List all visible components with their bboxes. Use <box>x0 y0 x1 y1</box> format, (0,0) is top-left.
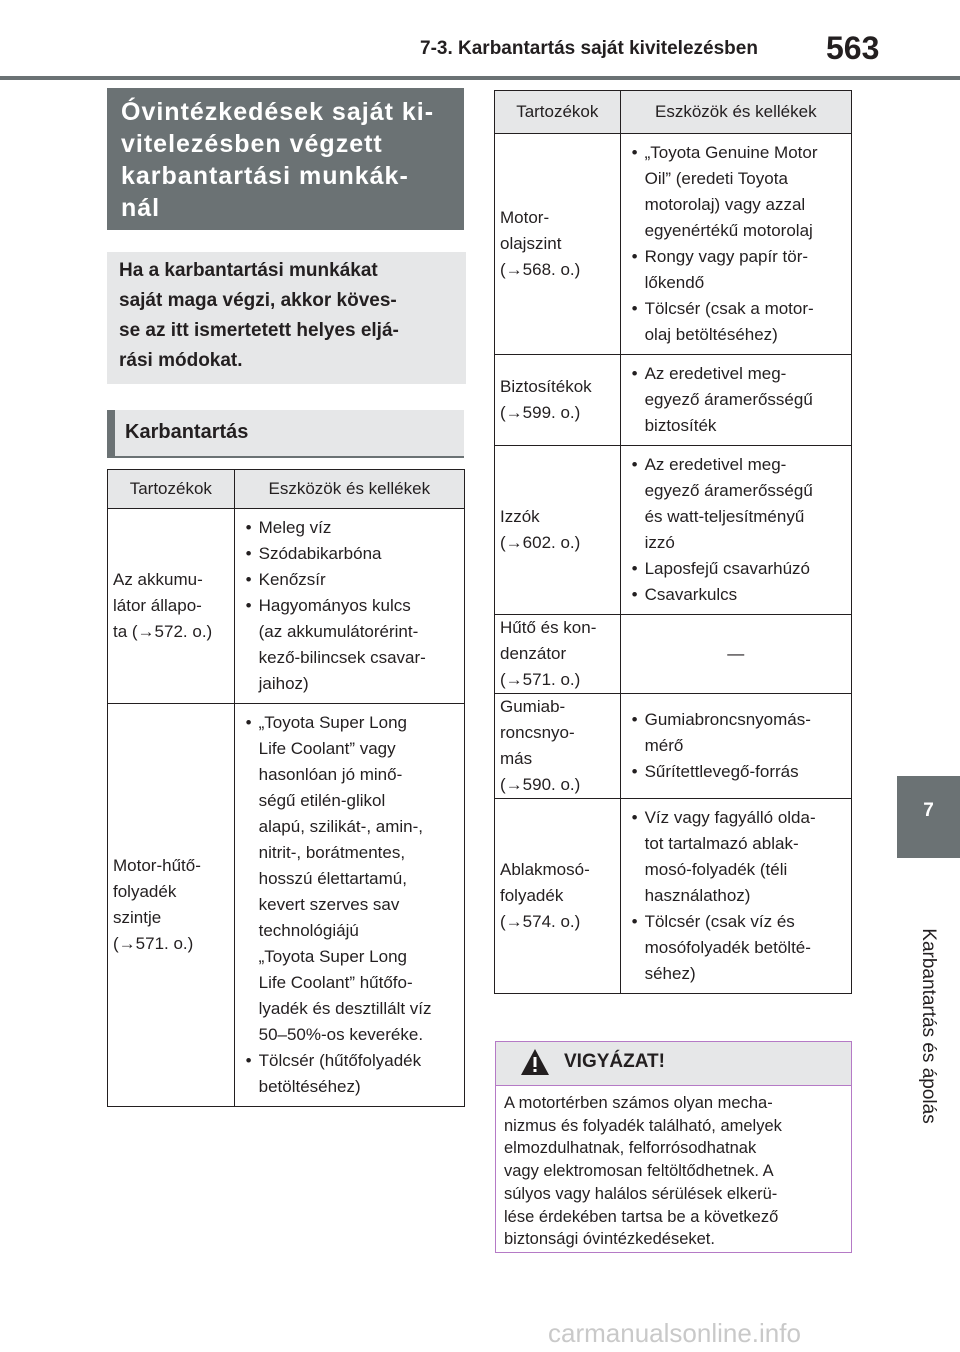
bullet-dot-icon: • <box>245 570 252 589</box>
bullet-item <box>239 515 458 541</box>
table-row <box>495 355 852 446</box>
item-line: (→574. o.) <box>500 912 581 931</box>
bullet-line: Sűrítettlevegő-forrás <box>644 762 799 781</box>
bullet-dot-icon: • <box>631 364 638 383</box>
tools-cell <box>620 446 851 615</box>
column-header-items: Tartozékok <box>495 91 621 134</box>
bullet-line: Rongy vagy papír tör- <box>644 247 809 266</box>
item-line: (→571. o.) <box>500 670 581 689</box>
table-row <box>108 704 465 1107</box>
item-line: olajszint <box>500 234 562 253</box>
item-line: (→571. o.) <box>113 934 194 953</box>
bullet-dot-icon: • <box>631 299 638 318</box>
watermark: carmanualsonline.info <box>548 1318 801 1348</box>
warning-line: súlyos vagy halálos sérülések elkerü- <box>504 1184 778 1203</box>
bullet-line: Life Coolant” vagy <box>258 739 396 758</box>
section-title: 7-3. Karbantartás saját kivitelezésben <box>420 38 758 59</box>
bullet-line: mosófolyadék betölté- <box>644 938 811 957</box>
bullet-dot-icon: • <box>631 912 638 931</box>
item-cell <box>495 134 621 355</box>
bullet-line: Laposfejű csavarhúzó <box>644 559 810 578</box>
item-line: szintje <box>113 908 162 927</box>
bullet-item <box>625 556 845 582</box>
warning-title: VIGYÁZAT! <box>564 1051 665 1072</box>
bullet-item <box>625 361 845 439</box>
warning-line: biztonsági óvintézkedéseket. <box>504 1230 715 1249</box>
bullet-dot-icon: • <box>631 559 638 578</box>
warning-line: elmozdulhatnak, felforrósodhatnak <box>504 1139 757 1158</box>
item-cell <box>108 509 235 704</box>
bullet-item <box>625 707 845 759</box>
warning-line: nizmus és folyadék található, amelyek <box>504 1116 782 1135</box>
table-row <box>108 509 465 704</box>
bullet-item <box>625 759 845 785</box>
bullet-line: Csavarkulcs <box>644 585 738 604</box>
item-line: (→568. o.) <box>500 260 581 279</box>
item-line: folyadék <box>500 886 564 905</box>
item-line: denzátor <box>500 644 567 663</box>
item-cell <box>495 446 621 615</box>
bullet-line: mérő <box>644 736 684 755</box>
bullet-line: használathoz) <box>644 886 751 905</box>
chapter-number: 7 <box>923 800 934 821</box>
bullet-line: Hagyományos kulcs <box>258 596 411 615</box>
topic-title <box>107 88 464 230</box>
item-line: Ablakmosó- <box>500 860 590 879</box>
bullet-line: ségű etilén-glikol <box>258 791 386 810</box>
bullet-line: Az eredetivel meg- <box>644 364 787 383</box>
bullet-line: 50–50%-os keveréke. <box>258 1025 424 1044</box>
item-cell <box>495 694 621 799</box>
bullet-line: egyező áramerősségű <box>644 481 813 500</box>
item-line: Motor-hűtő- <box>113 856 201 875</box>
bullet-line: technológiájú <box>258 921 359 940</box>
item-cell <box>495 799 621 994</box>
warning-triangle-icon <box>520 1048 550 1076</box>
item-line: (→602. o.) <box>500 533 581 552</box>
bullet-line: Kenőzsír <box>258 570 326 589</box>
section-heading: Karbantartás <box>107 410 464 456</box>
topic-title-line: vitelezésben végzett <box>121 130 383 158</box>
bullet-line: nitrit-, borátmentes, <box>258 843 406 862</box>
table-header-row <box>495 91 852 134</box>
bullet-line: Gumiabroncsnyomás- <box>644 710 811 729</box>
topic-title-line: karbantartási munkák- <box>121 162 409 190</box>
intro-line: Ha a karbantartási munkákat <box>119 260 378 281</box>
table-row <box>495 799 852 994</box>
tools-cell <box>620 355 851 446</box>
intro-line: se az itt ismertetett helyes eljá- <box>119 320 399 341</box>
bullet-line: Tölcsér (hűtőfolyadék <box>258 1051 422 1070</box>
bullet-line: Meleg víz <box>258 518 332 537</box>
bullet-line: séhez) <box>644 964 696 983</box>
bullet-item <box>239 541 458 567</box>
bullet-line: egyenértékű motorolaj <box>644 221 813 240</box>
bullet-item <box>625 296 845 348</box>
bullet-dot-icon: • <box>245 518 252 537</box>
bullet-line: Oil” (eredeti Toyota <box>644 169 788 188</box>
bullet-dot-icon: • <box>631 143 638 162</box>
bullet-dot-icon: • <box>631 762 638 781</box>
bullet-line: „Toyota Super Long <box>258 947 407 966</box>
warning-line: vagy elektromosan feltöltődhetnek. A <box>504 1162 774 1181</box>
bullet-line: Víz vagy fagyálló olda- <box>644 808 816 827</box>
column-header-items: Tartozékok <box>108 470 235 509</box>
bullet-item <box>625 452 845 556</box>
bullet-line: hosszú élettartamú, <box>258 869 407 888</box>
tools-cell <box>620 799 851 994</box>
bullet-line: hasonlóan jó minő- <box>258 765 403 784</box>
bullet-item <box>625 244 845 296</box>
bullet-dot-icon: • <box>631 710 638 729</box>
topic-title-line: Óvintézkedések saját ki- <box>121 98 435 126</box>
bullet-line: izzó <box>644 533 675 552</box>
bullet-line: alapú, szilikát-, amin-, <box>258 817 423 836</box>
bullet-dot-icon: • <box>245 1051 252 1070</box>
bullet-item <box>625 140 845 244</box>
bullet-line: betöltéséhez) <box>258 1077 361 1096</box>
bullet-item <box>625 909 845 987</box>
tools-cell <box>234 509 464 704</box>
item-line: látor állapo- <box>113 596 202 615</box>
bullet-line: Szódabikarbóna <box>258 544 382 563</box>
item-cell <box>495 355 621 446</box>
bullet-dot-icon: • <box>631 247 638 266</box>
bullet-item <box>625 582 845 608</box>
bullet-dot-icon: • <box>245 713 252 732</box>
section-rule <box>107 456 464 458</box>
bullet-item <box>239 710 458 1048</box>
bullet-line: „Toyota Genuine Motor <box>644 143 818 162</box>
table-row <box>495 694 852 799</box>
bullet-item <box>239 567 458 593</box>
bullet-line: kevert szerves sav <box>258 895 400 914</box>
warning-header <box>496 1042 851 1086</box>
item-line: Motor- <box>500 208 550 227</box>
bullet-line: „Toyota Super Long <box>258 713 407 732</box>
column-header-tools: Eszközök és kellékek <box>234 470 464 509</box>
bullet-line: biztosíték <box>644 416 717 435</box>
warning-box <box>495 1041 852 1253</box>
bullet-line: és watt-teljesítményű <box>644 507 805 526</box>
bullet-dot-icon: • <box>245 596 252 615</box>
topic-title-line: nál <box>121 194 161 222</box>
item-line: Az akkumu- <box>113 570 203 589</box>
intro-line: saját maga végzi, akkor köves- <box>119 290 397 311</box>
maintenance-table-left <box>107 469 465 1107</box>
item-line: más <box>500 749 533 768</box>
bullet-line: mosó-folyadék (téli <box>644 860 788 879</box>
page-number: 563 <box>826 30 880 66</box>
tools-cell <box>234 704 464 1107</box>
item-line: ta (→572. o.) <box>113 622 213 641</box>
table-row <box>495 446 852 615</box>
bullet-line: Life Coolant” hűtőfo- <box>258 973 413 992</box>
header-rule <box>0 76 960 80</box>
bullet-line: lőkendő <box>644 273 705 292</box>
tools-cell <box>620 134 851 355</box>
bullet-line: Tölcsér (csak víz és <box>644 912 795 931</box>
item-line: Biztosítékok <box>500 377 592 396</box>
intro-line: rási módokat. <box>119 350 243 371</box>
warning-line: A motortérben számos olyan mecha- <box>504 1094 773 1112</box>
bullet-line: (az akkumulátorérint- <box>258 622 419 641</box>
item-line: Izzók <box>500 507 540 526</box>
bullet-line: tot tartalmazó ablak- <box>644 834 799 853</box>
item-line: Gumiab- <box>500 697 566 716</box>
warning-text <box>496 1086 851 1257</box>
tools-cell <box>620 694 851 799</box>
item-cell <box>108 704 235 1107</box>
bullet-dot-icon: • <box>631 455 638 474</box>
table-header-row <box>108 470 465 509</box>
maintenance-table-right <box>494 90 852 994</box>
warning-line: lése érdekében tartsa be a következő <box>504 1207 779 1226</box>
item-cell <box>495 615 621 694</box>
bullet-line: olaj betöltéséhez) <box>644 325 778 344</box>
tools-cell: — <box>620 615 851 694</box>
table-row <box>495 134 852 355</box>
item-line: (→599. o.) <box>500 403 581 422</box>
item-line: Hűtő és kon- <box>500 618 597 637</box>
bullet-dot-icon: • <box>631 808 638 827</box>
table-row <box>495 615 852 694</box>
bullet-item <box>625 805 845 909</box>
item-line: folyadék <box>113 882 177 901</box>
bullet-line: jaihoz) <box>258 674 309 693</box>
column-header-tools: Eszközök és kellékek <box>620 91 851 134</box>
bullet-dot-icon: • <box>631 585 638 604</box>
bullet-dot-icon: • <box>245 544 252 563</box>
intro-text <box>107 252 466 384</box>
item-line: (→590. o.) <box>500 775 581 794</box>
bullet-item <box>239 593 458 697</box>
bullet-item <box>239 1048 458 1100</box>
bullet-line: motorolaj) vagy azzal <box>644 195 806 214</box>
bullet-line: lyadék és desztillált víz <box>258 999 432 1018</box>
bullet-line: egyező áramerősségű <box>644 390 813 409</box>
bullet-line: Az eredetivel meg- <box>644 455 787 474</box>
bullet-line: kező-bilincsek csavar- <box>258 648 426 667</box>
bullet-line: Tölcsér (csak a motor- <box>644 299 814 318</box>
item-line: roncsnyo- <box>500 723 575 742</box>
